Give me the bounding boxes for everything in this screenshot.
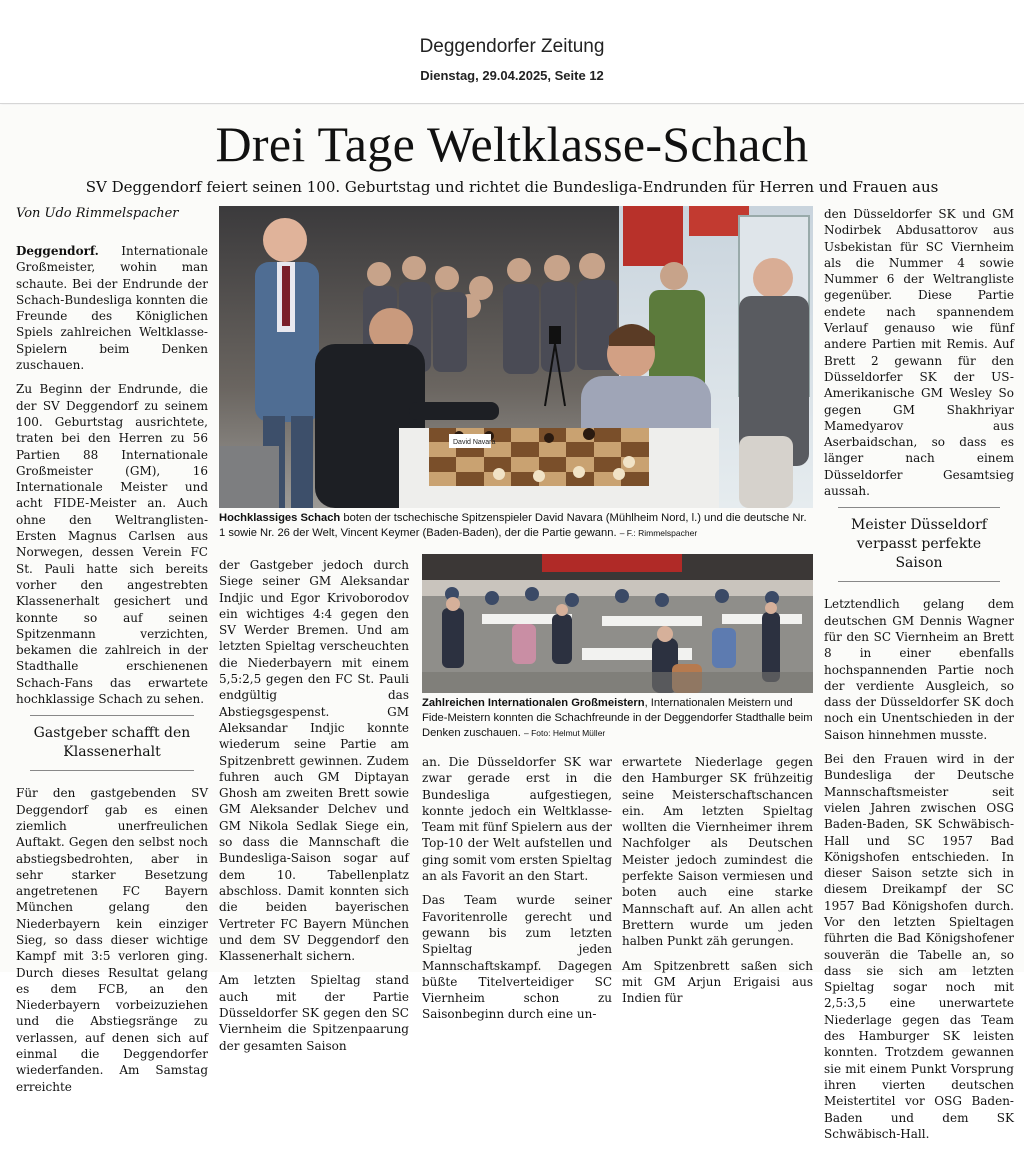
crossline-heading: Meister Düsseldorf verpasst perfekte Saison	[838, 507, 1000, 582]
photo-chess-match	[219, 206, 813, 508]
photo-caption-1	[219, 511, 815, 541]
article-column-4	[622, 754, 813, 1014]
caption-text: boten der tschechische Spitzenspieler David Navara (Mühlheim Nord, l.) und die deutsche Nr. 1 sowie Nr. 26 der Welt, Vincent Keymer (Baden-Baden), der die Partie gewann.	[219, 512, 807, 539]
crossline-heading: Gastgeber schafft den Klassenerhalt	[30, 715, 194, 771]
article-column-3	[422, 754, 612, 1031]
article-headline: Drei Tage Weltklasse-Schach	[215, 116, 809, 172]
paragraph: Zu Beginn der Endrunde, die der SV Deggendorf zu seinem 100. Geburtstag ausrichtete, traten bei den Herren zu 56 Partien 88 Internationale Großmeister (GM), 16 Internationale Meister und acht FIDE-Meister an. Auch ohne den Weltranglisten-Ersten Magnus Carlsen aus Norwegen, dessen Verein FC St. Pauli hatte sich bereits vorher den angestrebten Klassenerhalt gesichert und konnte so auf seinen Spitzenmann verzichten, bekamen die zahlreich in der Stadthalle erschienenen Schach-Fans das erwartete hochklassige Schach zu sehen.	[16, 382, 208, 707]
newspaper-header	[0, 0, 1024, 104]
photo-tournament-hall	[422, 554, 813, 693]
paragraph: Letztendlich gelang dem deutschen GM Dennis Wagner für den SC Viernheim an Brett 8 in einer ebenfalls hochspannenden Partie noch der verdiente Ausgleich, so dass der Düsseldorfer SK doch noch ein Unentschieden in der Saison hinnehmen musste.	[824, 597, 1014, 742]
paragraph: den Düsseldorfer SK und GM Nodirbek Abdusattorov aus Usbekistan für SC Viernheim als die Nummer 4 sowie Nummer 6 der Weltrangliste gegenüber. Diese Partie endete nach spannendem Verlauf genauso wie fünf andere Partien mit Remis. Auf Brett 2 gewann für den Düsseldorfer SK der US-Amerikanische GM Wesley So gegen GM Shakhriyar Mamedyarov aus Aserbaidschan, so dass es länger nach einem Düsseldorfer Gesamtsieg aussah.	[824, 207, 1014, 499]
paragraph: Am Spitzenbrett saßen sich mit GM Arjun Erigaisi aus Indien für	[622, 958, 813, 1006]
caption-text: , Internationalen Meistern und Fide-Meistern konnten die Schachfreunde in der Deggendorfer Stadthalle beim Denken zuschauen.	[422, 697, 813, 739]
paragraph: Internationale Großmeister, wohin man schaute. Bei der Endrunde der Schach-Bundesliga konnten die Freunde des Königlichen Spiels zahlreichen Weltklasse-Spielern beim Denken zuschauen.	[16, 244, 208, 373]
newspaper-page	[0, 105, 1024, 1141]
paragraph: Bei den Frauen wird in der Bundesliga der Deutsche Mannschaftsmeister seit vielen Jahren zwischen OSG Baden-Baden, SK Schwäbisch-Hall und SC 1957 Bad Königshofen entschieden. In dieser Saison setzte sich in diesem Dreikampf der SC 1957 Bad Königshofen durch. Vor den letzten Spieltagen führten die Bad Königshofener souverän die Tabelle an, so dass sie sich am letzten Spieltag sogar noch mit 2,5:3,5 eine unerwartete Niederlage gegen das Team des Hamburger SK leisten konnten. Trotzdem gewannen sie mit einem Punkt Vorsprung ihren vierten deutschen Meistertitel vor OSG Baden-Baden und dem SK Schwäbisch-Hall.	[824, 752, 1014, 1141]
paragraph: der Gastgeber jedoch durch Siege seiner GM Aleksandar Indjic und Egor Krivoborodov ein wichtiges 4:4 gegen den SV Werder Bremen. Und am letzten Spieltag verscheuchten die Niederbayern mit einem 5,5:2,5 gegen den FC St. Pauli endgültig das Abstiegsgespenst. GM Aleksandar Indjic konnte wiederum seine Partie am Spitzenbrett gewinnen. Zudem fuhren auch GM Diptayan Ghosh am zweiten Brett sowie GM Aleksander Delchev und GM Nikola Sedlak Siege ein, so dass die Mannschaft die Bundesliga-Saison sogar auf dem 10. Tabellenplatz abschloss. Damit konnten sich die beiden bayerischen Vertreter FC Bayern München und dem SV Deggendorf den Klassenerhalt sichern.	[219, 558, 409, 964]
caption-bold-lead: Zahlreichen Internationalen Großmeistern	[422, 697, 645, 709]
article-column-1	[16, 243, 208, 1103]
photo-tournament-hall-image	[422, 554, 813, 693]
photo-chess-match-image	[219, 206, 813, 508]
paragraph: Am letzten Spieltag stand auch mit der Partie Düsseldorfer SK gegen den SC Viernheim die Spitzenpaarung der gesamten Saison	[219, 973, 409, 1053]
article-column-2	[219, 557, 409, 1062]
photo-credit: – F.: Rimmelspacher	[619, 528, 698, 538]
article-byline: Von Udo Rimmelspacher	[16, 206, 179, 221]
paper-name: Deggendorfer Zeitung	[419, 36, 605, 57]
paragraph: Das Team wurde seiner Favoritenrolle gerecht und gewann bis zum letzten Spieltag jeden Mannschaftskampf. Dagegen büßte Titelverteidiger SC Viernheim schon zu Saisonbeginn durch eine un-	[422, 893, 612, 1022]
caption-bold-lead: Hochklassiges Schach	[219, 512, 341, 524]
paragraph: erwartete Niederlage gegen den Hamburger SK frühzeitig seine Meisterschaftschancen ein. Am letzten Spieltag wollten die Viernheimer ihrem Nachfolger als Deutschen Meister jedoch zumindest die perfekte Saison vermiesen und boten auch eine starke Mannschaft auf. An allen acht Brettern wurde um jeden halben Punkt zäh gerungen.	[622, 755, 813, 949]
article-subheadline: SV Deggendorf feiert seinen 100. Geburtstag und richtet die Bundesliga-Endrunden für Herren und Frauen aus	[85, 178, 939, 196]
article-column-5	[824, 206, 1014, 1150]
name-placard: David Navara	[453, 439, 496, 446]
date-line: Dienstag, 29.04.2025, Seite 12	[420, 68, 604, 83]
dateline-location: Deggendorf.	[16, 244, 99, 258]
photo-credit: – Foto: Helmut Müller	[524, 728, 606, 738]
photo-caption-2	[422, 696, 815, 741]
paragraph: an. Die Düsseldorfer SK war zwar gerade erst in die Bundesliga aufgestiegen, konnte jedoch ein Weltklasse-Team mit fünf Spielern aus der Top-10 der Welt aufstellen und ging somit vom ersten Spieltag an als Favorit an den Start.	[422, 755, 612, 884]
paragraph: Für den gastgebenden SV Deggendorf gab es einen ziemlich unerfreulichen Auftakt. Gegen den selbst noch abstiegsbedrohten, aber in sehr starker Besetzung angetretenen FC Bayern München gelang den Niederbayern kein einziger Sieg, so dass dieser wichtige Kampf mit 3:5 verloren ging. Durch dieses Resultat gelang es dem FCB, an den Niederbayern vorbeizuziehen und die Abstiegsränge zu verlassen, auf denen sich auf einmal die Deggendorfer wiederfanden. Am Samstag erreichte	[16, 786, 208, 1094]
